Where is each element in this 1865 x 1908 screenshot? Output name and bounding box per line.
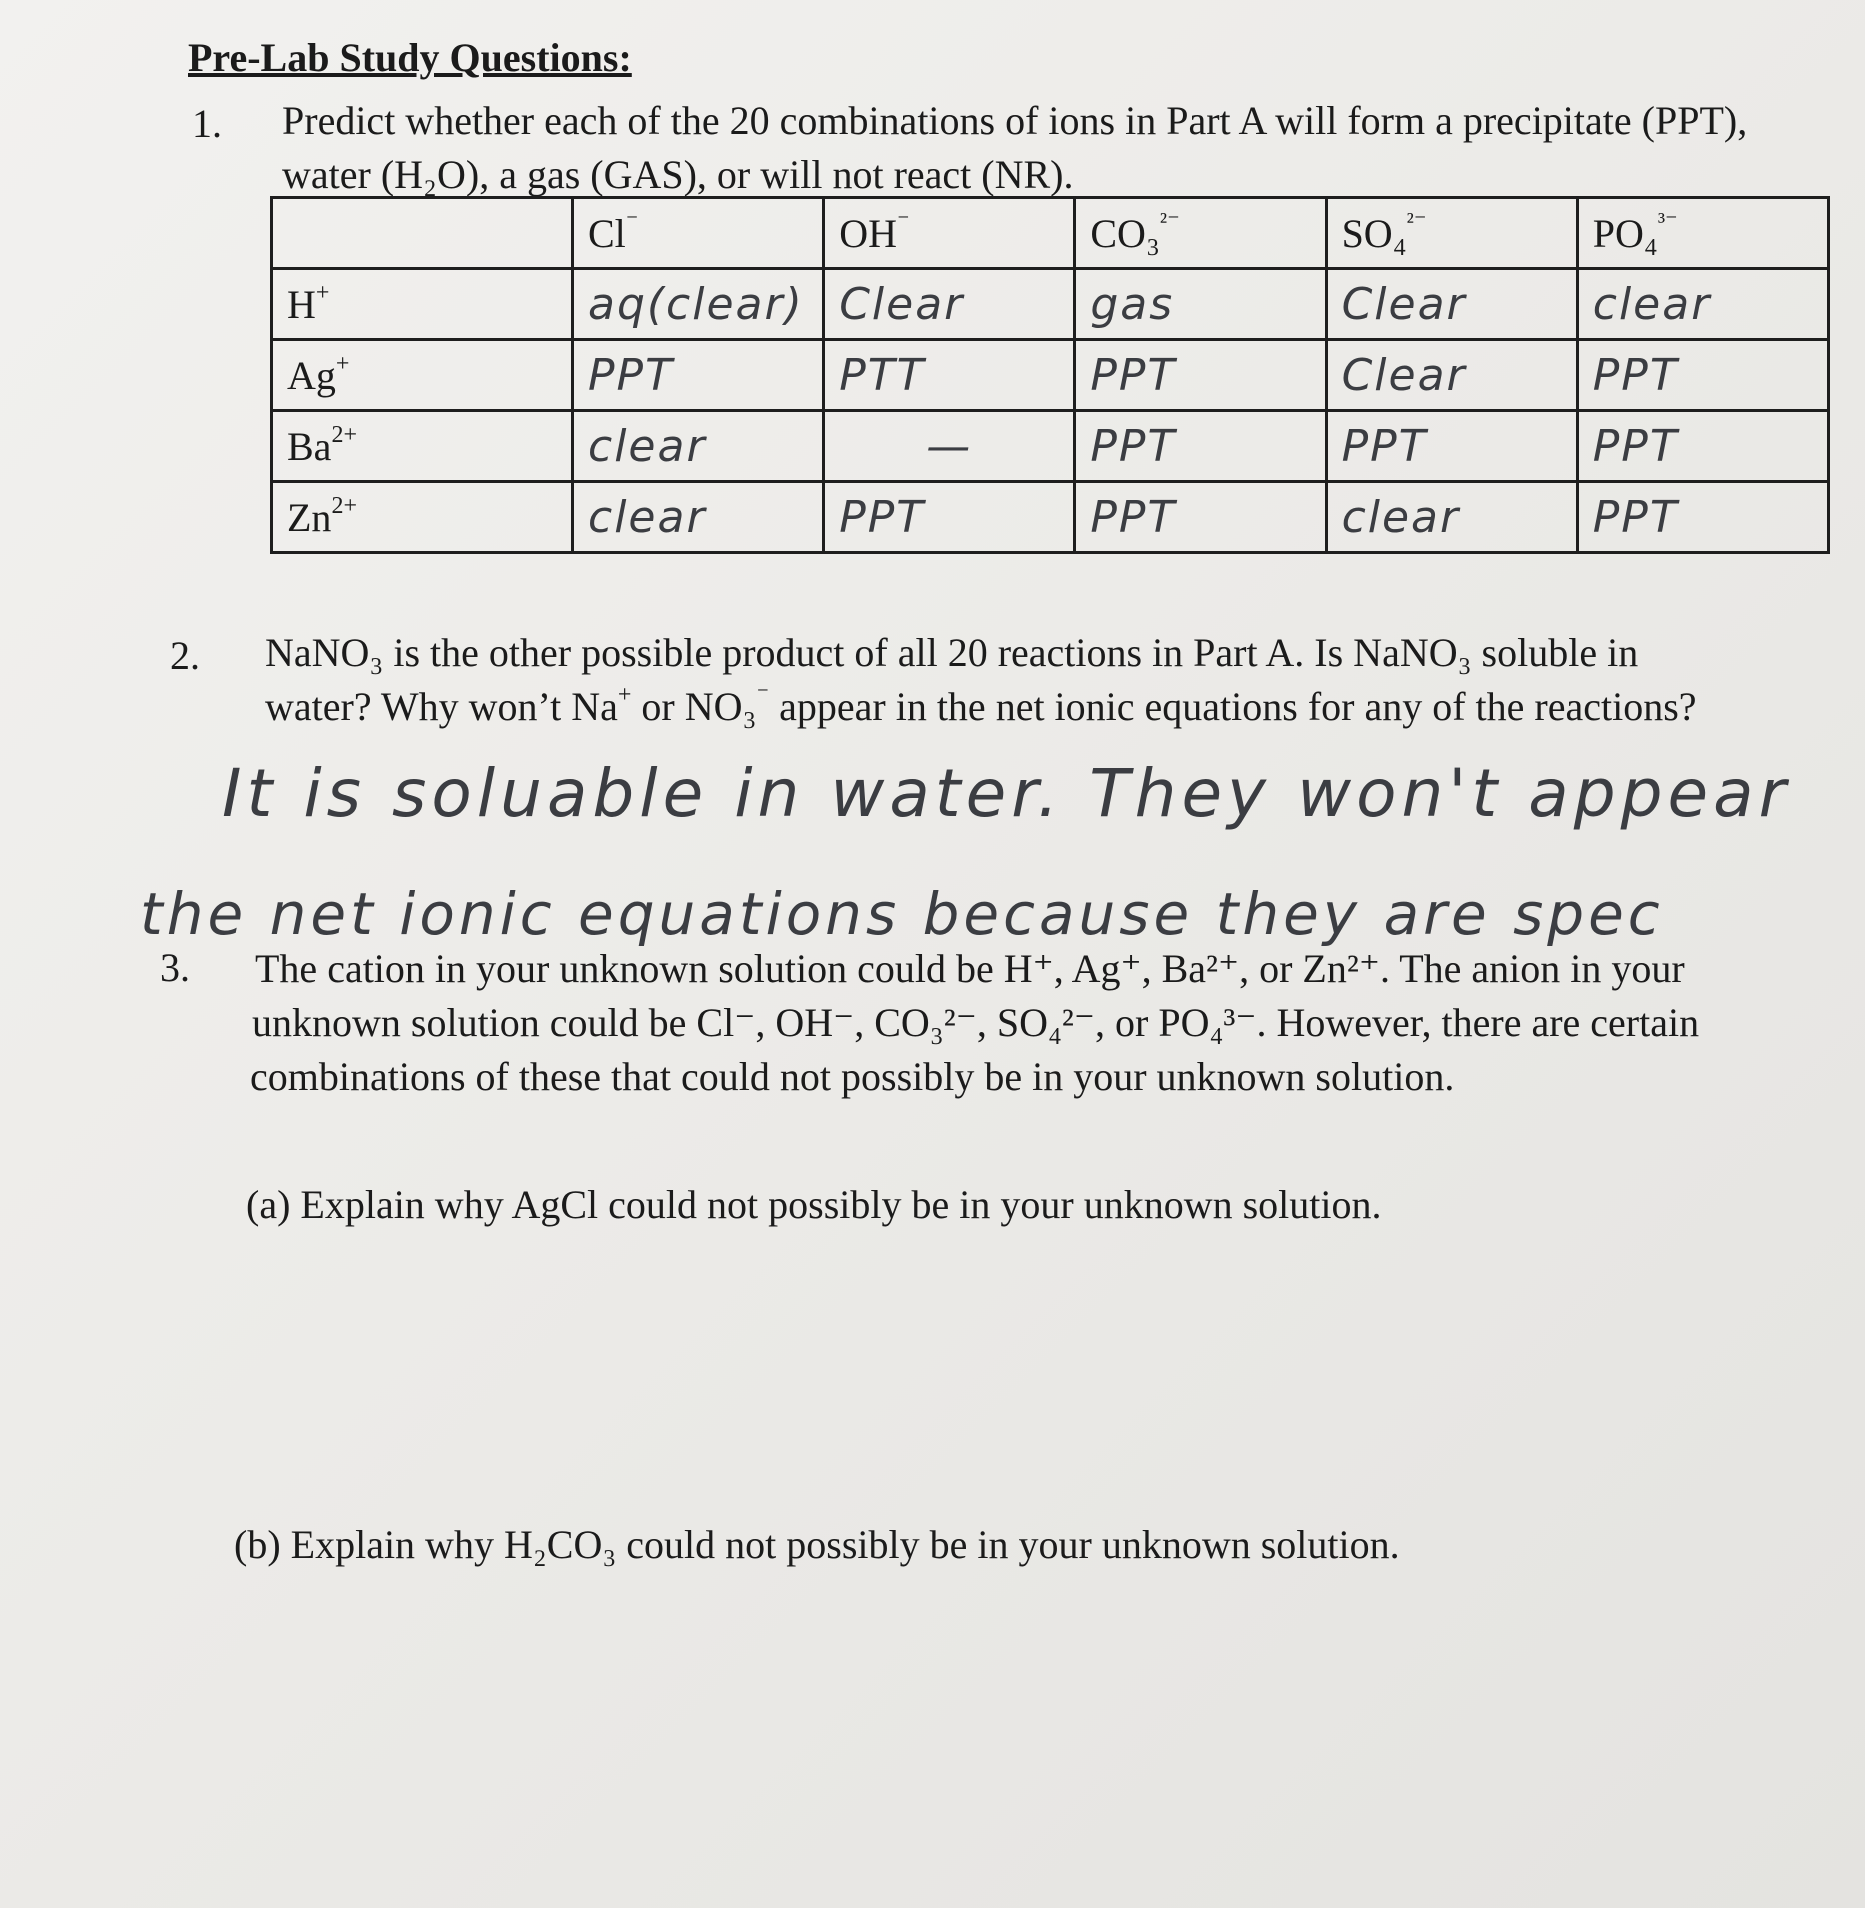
column-header-sulfate [1326,198,1577,269]
column-header-charge: ⁻ [896,208,910,235]
table-cell: clear [1326,482,1577,553]
question-2-number: 2. [170,633,200,678]
column-header-base: PO₄ [1592,210,1658,256]
table-cell: PPT [573,340,824,411]
table-corner-cell [272,198,573,269]
table-cell: PPT [1075,340,1326,411]
question-3-number: 3. [160,945,190,990]
column-header-carbonate [1075,198,1326,269]
table-cell: — [824,411,1075,482]
table-cell: PPT [1577,411,1828,482]
table-cell: Clear [1326,340,1577,411]
question-3-line2: unknown solution could be Cl⁻, OH⁻, CO₃²⁻, SO₄²⁻, or PO₄³⁻. However, there are certain [252,1000,1700,1045]
table-cell: PPT [824,482,1075,553]
table-cell: PPT [1577,340,1828,411]
handwritten-answer-line2: the net ionic equations because they are spec [140,880,1664,948]
column-header-charge: ²⁻ [1159,208,1180,235]
ion-combination-table [270,196,1830,554]
row-header-ion: H [287,281,316,327]
table-row [272,340,1829,411]
row-header-ion: Ba [287,423,332,469]
column-header-chloride [573,198,824,269]
question-2-superscript: ⁻ [756,682,770,708]
question-1-line2: water (H₂O), a gas (GAS), or will not react (NR). [282,152,1074,197]
row-header-charge: 2+ [331,492,357,519]
column-header-base: CO₃ [1090,210,1160,256]
table-cell: clear [573,482,824,553]
row-header-zinc [272,482,573,553]
table-cell: clear [573,411,824,482]
table-cell: aq(clear) [573,269,824,340]
column-header-base: SO₄ [1341,210,1407,256]
table-cell: clear [1577,269,1828,340]
table-header-row [272,198,1829,269]
question-3-part-a: (a) Explain why AgCl could not possibly be in your unknown solution. [246,1182,1382,1227]
page-title: Pre-Lab Study Questions: [188,35,632,80]
column-header-charge: ³⁻ [1657,208,1678,235]
handwritten-answer-line1: It is soluable in water. They won't appear [222,755,1791,832]
table-row [272,269,1829,340]
column-header-base: OH [839,210,897,256]
row-header-charge: + [315,279,330,306]
question-2-line2-part: or NO₃ [631,684,757,729]
table-row [272,411,1829,482]
column-header-phosphate [1577,198,1828,269]
row-header-hydrogen [272,269,573,340]
column-header-charge: ⁻ [625,208,639,235]
table-cell: gas [1075,269,1326,340]
question-2-line2-part: appear in the net ionic equations for any of the reactions? [769,684,1697,729]
row-header-silver [272,340,573,411]
column-header-base: Cl [588,210,626,256]
row-header-ion: Ag [287,352,336,398]
column-header-charge: ²⁻ [1406,208,1427,235]
question-3-part-b: (b) Explain why H₂CO₃ could not possibly be in your unknown solution. [234,1522,1400,1567]
question-2-superscript: + [617,682,632,708]
table-cell: PPT [1326,411,1577,482]
row-header-charge: 2+ [331,421,357,448]
table-cell: PTT [824,340,1075,411]
table-cell: Clear [824,269,1075,340]
table-cell: PPT [1577,482,1828,553]
question-1-number: 1. [192,101,222,146]
question-2-line2-part: water? Why won’t Na [265,684,618,729]
row-header-barium [272,411,573,482]
row-header-ion: Zn [287,494,332,540]
table-cell: PPT [1075,482,1326,553]
question-3-line3: combinations of these that could not possibly be in your unknown solution. [250,1054,1455,1099]
question-2-line2 [265,684,1697,730]
question-1-line1: Predict whether each of the 20 combinations of ions in Part A will form a precipitate (PPT), [282,98,1748,143]
table-row [272,482,1829,553]
question-2-line1: NaNO₃ is the other possible product of all 20 reactions in Part A. Is NaNO₃ soluble in [265,630,1639,675]
column-header-hydroxide [824,198,1075,269]
table-cell: Clear [1326,269,1577,340]
question-3-line1: The cation in your unknown solution could be H⁺, Ag⁺, Ba²⁺, or Zn²⁺. The anion in your [255,946,1685,991]
table-cell: PPT [1075,411,1326,482]
row-header-charge: + [335,350,350,377]
